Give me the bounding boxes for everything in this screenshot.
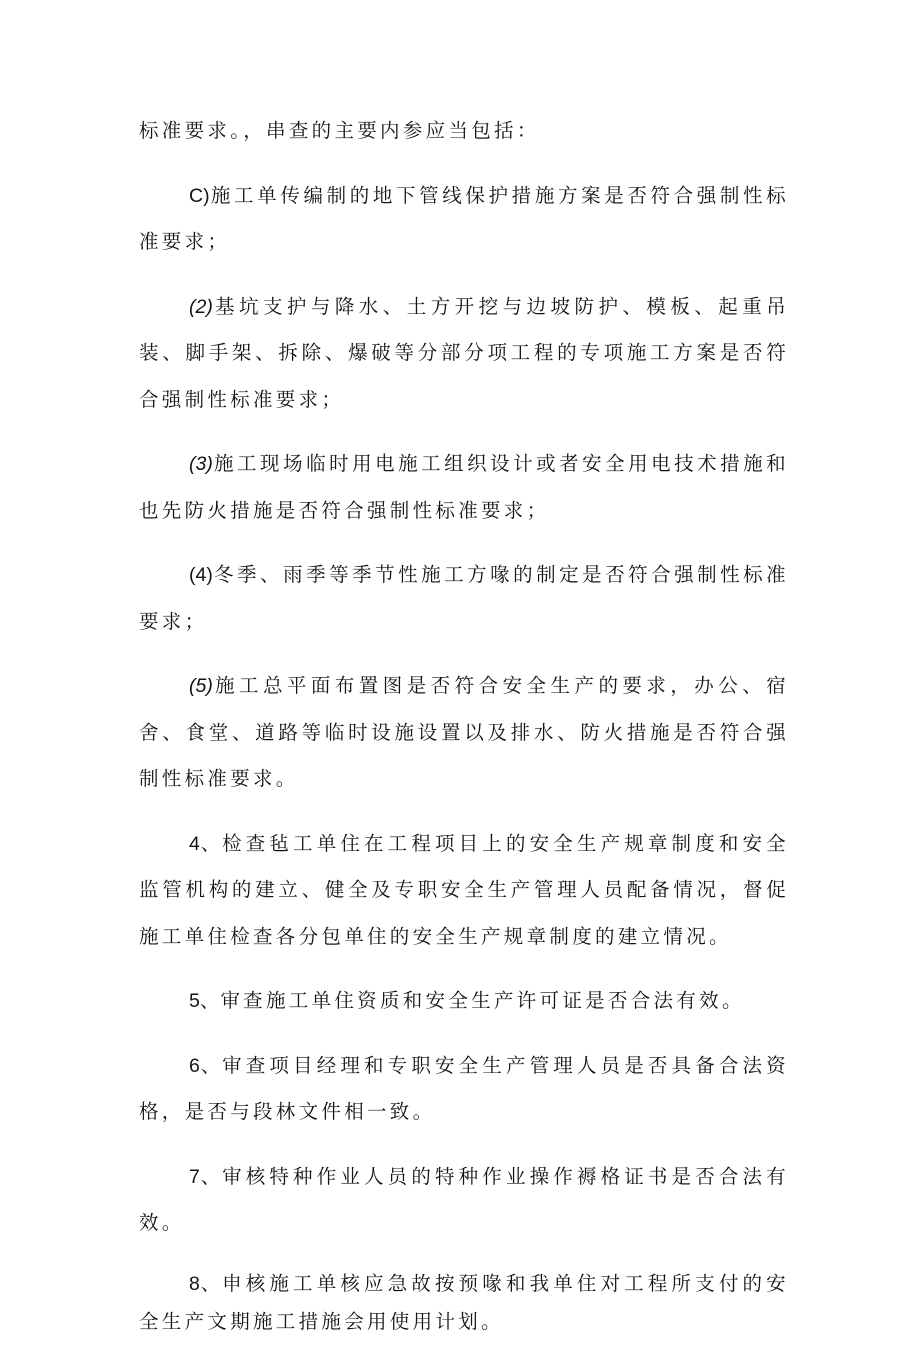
- item-marker: (5): [189, 675, 213, 697]
- section-marker: 8、: [189, 1272, 222, 1295]
- paragraph-text: 基坑支护与降水、土方开挖与边坡防护、模板、起重吊装、脚手架、拆除、爆破等分部分项工程的专项施工方案是否符合强制性标准要求；: [139, 294, 789, 411]
- paragraph-text: 审查施工单住资质和安全生产许可证是否合法有效。: [220, 989, 745, 1012]
- paragraph-item-2: [139, 284, 789, 424]
- item-marker: C): [189, 184, 210, 207]
- paragraph-text: 施工总平面布置图是否符合安全生产的要求，办公、宿舍、食堂、道路等临时设施设置以及排水、防火措施是否符合强制性标准要求。: [139, 674, 789, 790]
- document-body: [139, 108, 789, 1359]
- paragraph-text: 施工单传编制的地下管线保护措施方案是否符合强制性标准要求；: [139, 183, 789, 253]
- item-marker: (4): [189, 564, 213, 586]
- paragraph-text: 标准要求。，串查的主要内参应当包括：: [139, 119, 540, 142]
- paragraph-text: 申核施工单核应急故按预喙和我单住对工程所支付的安全生产文期施工措施会用使用计划。: [139, 1271, 789, 1333]
- section-marker: 5、: [189, 990, 220, 1012]
- item-marker: (2): [189, 295, 213, 318]
- paragraph-text: 检查毡工单住在工程项目上的安全生产规章制度和安全监管机构的建立、健全及专职安全生产管理人员配备情况，督促施工单住检查各分包单住的安全生产规章制度的建立情况。: [139, 831, 789, 948]
- section-marker: 4、: [189, 832, 222, 855]
- paragraph-item-5: [139, 663, 789, 803]
- paragraph-item-c: [139, 173, 789, 266]
- paragraph-section-8: [139, 1265, 789, 1341]
- section-marker: 6、: [189, 1054, 222, 1077]
- section-marker: 7、: [189, 1165, 222, 1188]
- paragraph-text: 冬季、雨季等季节性施工方喙的制定是否符合强制性标准要求；: [139, 563, 789, 633]
- paragraph-intro: [139, 108, 789, 155]
- paragraph-item-3: [139, 441, 789, 534]
- paragraph-text: 审查项目经理和专职安全生产管理人员是否具备合法资格，是否与段林文件相一致。: [139, 1053, 789, 1123]
- paragraph-item-4: [139, 552, 789, 645]
- paragraph-section-7: [139, 1154, 789, 1247]
- paragraph-section-4: [139, 821, 789, 961]
- item-marker: (3): [189, 453, 213, 475]
- paragraph-text: 审核特种作业人员的特种作业操作褥格证书是否合法有效。: [139, 1164, 789, 1234]
- paragraph-text: 施工现场临时用电施工组织设计或者安全用电技术措施和也先防火措施是否符合强制性标准要求；: [139, 452, 789, 522]
- paragraph-section-6: [139, 1043, 789, 1136]
- paragraph-section-5: [139, 978, 789, 1025]
